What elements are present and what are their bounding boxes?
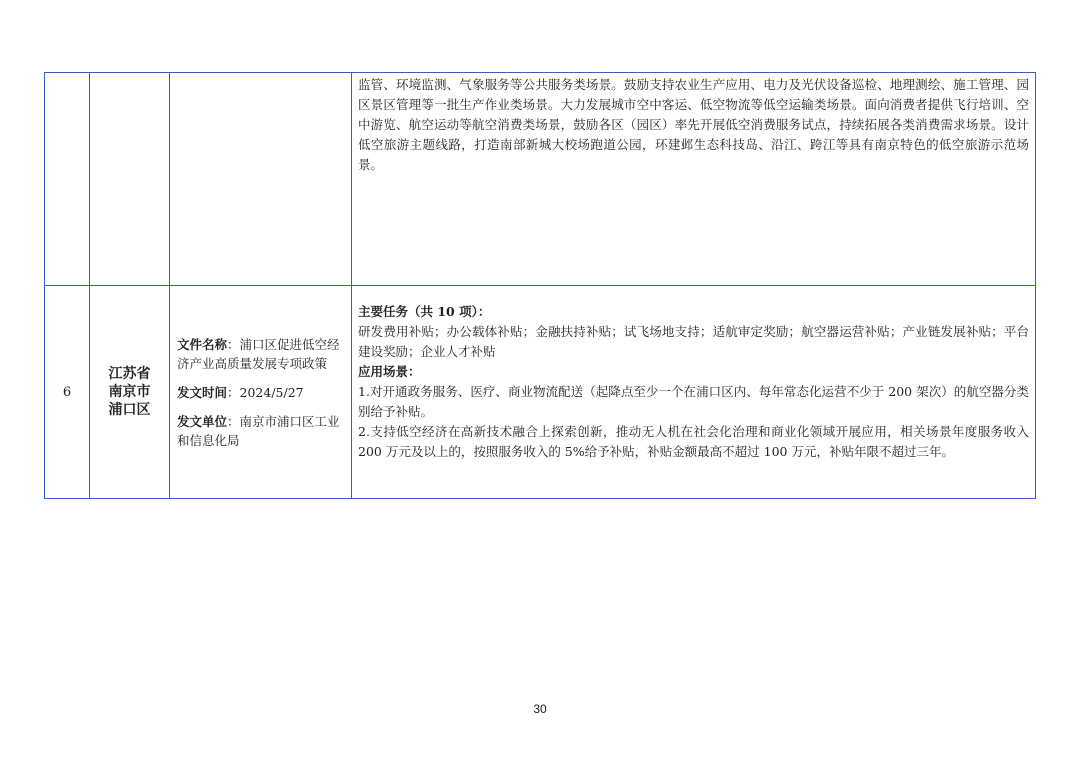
number-cell-empty [45,73,90,286]
region-cell [90,286,170,499]
file-info-cell [170,286,352,499]
scenario-1: 1.对开通政务服务、医疗、商业物流配送（起降点至少一个在浦口区内、每年常态化运营不少于 200 架次）的航空器分类别给予补贴。 [358,384,1029,419]
issuer-value: ：南京市浦口区工业和信息化局 [177,413,340,448]
table-row-6 [45,286,1036,499]
file-name-value: ：浦口区促进低空经济产业高质量发展专项政策 [177,336,340,371]
main-tasks-heading: 主要任务（共 10 项）： [358,304,491,319]
region-province: 江苏省 [108,366,151,382]
row-number: 6 [62,384,72,400]
issuer-block [177,412,347,450]
content-cell-row-6 [352,286,1036,499]
issue-date-label: 发文时间 [177,384,228,400]
issue-date-value: ：2024/5/27 [227,384,304,400]
region-district: 浦口区 [108,402,151,418]
file-name-block [177,335,347,373]
issue-date-block [177,383,347,402]
issuer-label: 发文单位 [177,413,228,429]
file-cell-empty [170,73,352,286]
continuation-text: 监管、环境监测、气象服务等公共服务类场景。鼓励支持农业生产应用、电力及光伏设备巡检、地理测绘、施工管理、园区景区管理等一批生产作业类场景。大力发展城市空中客运、低空物流等低空运输类场景。面向消费者提供飞行培训、空中游览、航空运动等航空消费类场景，鼓励各区（园区）率先开展低空消费服务试点，持续拓展各类消费需求场景。设计低空旅游主题线路，打造南部新城大校场跑道公园，环建邺生态科技岛、沿江、跨江等具有南京特色的低空旅游示范场景。 [358,77,1029,172]
region-cell-empty [90,73,170,286]
main-tasks-text: 研发费用补贴；办公载体补贴；金融扶持补贴；试飞场地支持；适航审定奖励；航空器运营补贴；产业链发展补贴；平台建设奖励；企业人才补贴 [358,324,1029,359]
policy-table [44,72,1036,499]
scenarios-heading: 应用场景： [358,364,421,379]
table-row-continuation [45,73,1036,286]
file-name-label: 文件名称 [177,336,228,352]
page-number: 30 [533,702,547,716]
region-city: 南京市 [108,384,151,400]
content-cell-continuation [352,73,1036,286]
row-number-cell [45,286,90,499]
scenario-2: 2.支持低空经济在高新技术融合上探索创新，推动无人机在社会化治理和商业化领域开展应用，相关场景年度服务收入 200 万元及以上的，按照服务收入的 5%给予补贴，补贴金额最高不超过 100 万元，补贴年限不超过三年。 [358,424,1029,459]
